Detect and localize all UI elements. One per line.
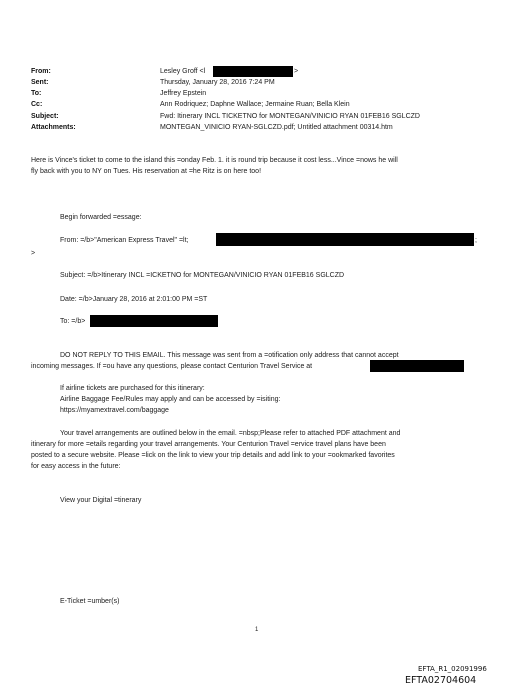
arrangements-line: posted to a secure website. Please =lick on the link to view your trip details and add link to your =ookmarked favorites (31, 452, 395, 459)
baggage-url: https://myamextravel.com/baggage (60, 407, 169, 414)
to-label: To: (31, 90, 42, 97)
from-label: From: (31, 68, 51, 75)
forwarded-to: To: =/b> (60, 318, 86, 325)
bates-number-large: EFTA02704604 (405, 675, 477, 686)
page-number: 1 (255, 627, 259, 633)
from-value: Lesley Groff <l (160, 68, 206, 75)
notice-line: incoming messages. If =ou have any questions, please contact Centurion Travel Service at (31, 363, 313, 370)
cc-label: Cc: (31, 101, 43, 108)
attachments-label: Attachments: (31, 124, 76, 131)
sent-value: Thursday, January 28, 2016 7:24 PM (160, 79, 275, 86)
subject-value: Fwd: Itinerary INCL TICKETNO for MONTEGAN/VINICIO RYAN 01FEB16 SGLCZD (160, 113, 420, 120)
attachments-value: MONTEGAN_VINICIO RYAN-SGLCZD.pdf; Untitled attachment 00314.htm (160, 124, 393, 131)
forwarded-date: Date: =/b>January 28, 2016 at 2:01:00 PM =ST (60, 296, 208, 303)
baggage-line: Airline Baggage Fee/Rules may apply and can be accessed by =isiting: (60, 396, 281, 403)
intro-line: fly back with you to NY on Tues. His reservation at =he Ritz is on here too! (31, 168, 262, 175)
from-value-end: > (294, 68, 299, 75)
forwarded-from-end: ; (475, 237, 477, 244)
bates-number-small: EFTA_R1_02091996 (418, 665, 487, 673)
forwarded-from: From: =/b>"American Express Travel" =lt; (60, 237, 189, 244)
intro-line: Here is Vince's ticket to come to the island this =onday Feb. 1. it is round trip because it cost less...Vince =nows he will (31, 157, 398, 164)
redaction (216, 233, 474, 246)
notice-line: DO NOT REPLY TO THIS EMAIL. This message was sent from a =otification only address that cannot accept (60, 352, 399, 359)
sent-label: Sent: (31, 79, 49, 86)
digital-itinerary-link[interactable]: View your Digital =tinerary (60, 497, 142, 504)
baggage-line: If airline tickets are purchased for this itinerary: (60, 385, 205, 392)
eticket-label: E-Ticket =umber(s) (60, 598, 120, 605)
forwarded-subject: Subject: =/b>Itinerary INCL =ICKETNO for MONTEGAN/VINICIO RYAN 01FEB16 SGLCZD (60, 272, 345, 279)
redaction (213, 66, 293, 77)
quote-marker: > (31, 250, 36, 257)
arrangements-line: itinerary for more =etails regarding your travel arrangements. Your Centurion Travel =ervice travel plans have been (31, 441, 386, 448)
cc-value: Ann Rodriquez; Daphne Wallace; Jermaine Ruan; Bella Klein (160, 101, 350, 108)
arrangements-line: for easy access in the future: (31, 463, 121, 470)
subject-label: Subject: (31, 113, 59, 120)
redaction (90, 315, 218, 327)
arrangements-line: Your travel arrangements are outlined below in the email. =nbsp;Please refer to attached PDF attachment and (60, 430, 401, 437)
to-value: Jeffrey Epstein (160, 90, 207, 97)
forward-header: Begin forwarded =essage: (60, 214, 142, 221)
redaction (370, 360, 464, 372)
